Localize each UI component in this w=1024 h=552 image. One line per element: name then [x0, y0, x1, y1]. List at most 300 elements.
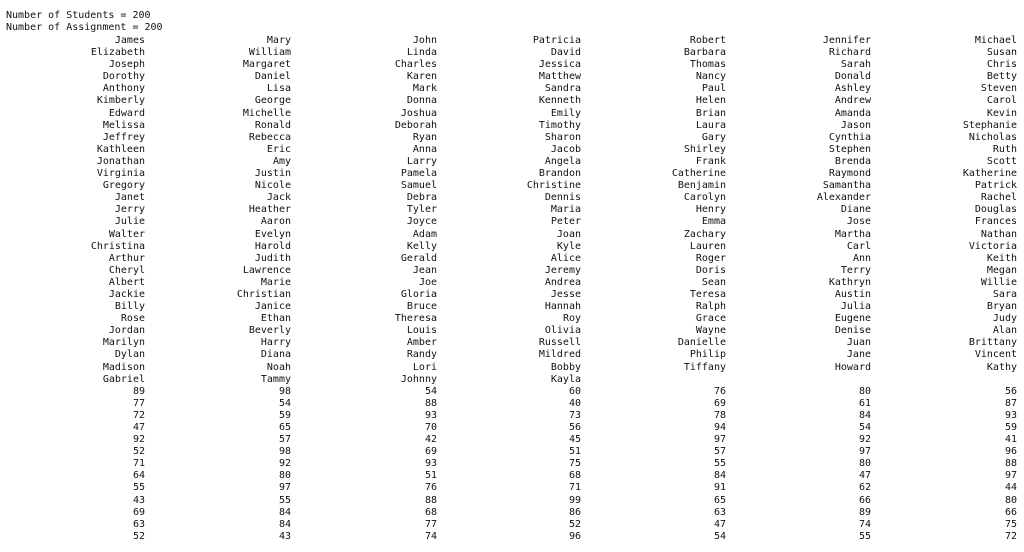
output-cell: Doris: [695, 264, 726, 276]
output-cell: 52: [568, 518, 581, 530]
output-cell: Steven: [980, 83, 1017, 95]
output-cell: 88: [1004, 458, 1017, 470]
output-cell: 72: [132, 409, 145, 421]
output-cell: Nicholas: [968, 131, 1017, 143]
output-cell: Peter: [550, 216, 581, 228]
output-cell: Raymond: [828, 168, 871, 180]
output-cell: Nathan: [980, 228, 1017, 240]
output-cell: 54: [424, 385, 437, 397]
output-cell: 68: [424, 506, 437, 518]
output-cell: Donald: [834, 71, 871, 83]
output-cell: Christine: [526, 180, 581, 192]
output-cell: Christina: [90, 240, 145, 252]
output-cell: Katherine: [962, 168, 1017, 180]
output-cell: 92: [858, 434, 871, 446]
output-cell: Brandon: [538, 168, 581, 180]
output-cell: George: [254, 95, 291, 107]
output-cell: Angela: [544, 155, 581, 167]
output-cell: Kelly: [406, 240, 437, 252]
output-cell: Jean: [412, 264, 437, 276]
output-cell: Vincent: [974, 349, 1017, 361]
output-cell: Grace: [695, 313, 726, 325]
output-cell: Gloria: [400, 288, 437, 300]
output-cell: Jackie: [108, 288, 145, 300]
output-cell: Ralph: [695, 301, 726, 313]
output-cell: 89: [858, 506, 871, 518]
output-cell: Sharon: [544, 131, 581, 143]
output-cell: Marie: [260, 276, 291, 288]
output-cell: Betty: [986, 71, 1017, 83]
output-cell: Bryan: [986, 301, 1017, 313]
output-cell: Gerald: [400, 252, 437, 264]
output-cell: Kenneth: [538, 95, 581, 107]
output-cell: Matthew: [538, 71, 581, 83]
output-cell: Alice: [550, 252, 581, 264]
output-cell: Theresa: [394, 313, 437, 325]
output-cell: 51: [568, 446, 581, 458]
output-cell: Sara: [992, 288, 1017, 300]
output-cell: Jonathan: [96, 155, 145, 167]
output-cell: Emily: [550, 107, 581, 119]
output-cell: Kathleen: [96, 143, 145, 155]
output-column-6: [731, 35, 871, 543]
output-cell: Diane: [840, 204, 871, 216]
output-cell: Gregory: [102, 180, 145, 192]
output-cell: Keith: [986, 252, 1017, 264]
output-cell: Tiffany: [683, 361, 726, 373]
output-cell: Danielle: [677, 337, 726, 349]
output-cell: 86: [568, 506, 581, 518]
output-cell: Denise: [834, 325, 871, 337]
output-cell: 42: [424, 434, 437, 446]
output-cell: Frank: [695, 155, 726, 167]
output-cell: 43: [278, 530, 291, 542]
output-cell: 88: [424, 494, 437, 506]
output-cell: 74: [858, 518, 871, 530]
output-cell: Robert: [689, 35, 726, 46]
output-cell: Heather: [248, 204, 291, 216]
output-cell: 54: [278, 397, 291, 409]
output-cell: Juan: [846, 337, 871, 349]
output-cell: 84: [278, 506, 291, 518]
output-cell: Madison: [102, 361, 145, 373]
output-cell: Paul: [701, 83, 726, 95]
output-cell: Melissa: [102, 119, 145, 131]
output-cell: Nancy: [695, 71, 726, 83]
assignment-label: Number of Assignment: [6, 22, 127, 33]
output-cell: 96: [568, 530, 581, 542]
output-column-5: [586, 35, 726, 543]
output-cell: Jason: [840, 119, 871, 131]
output-cell: Ronald: [254, 119, 291, 131]
output-cell: Cynthia: [828, 131, 871, 143]
output-cell: Chris: [986, 59, 1017, 71]
output-cell: 66: [1004, 506, 1017, 518]
output-cell: Joshua: [400, 107, 437, 119]
output-cell: Billy: [114, 301, 145, 313]
output-cell: Marilyn: [102, 337, 145, 349]
output-cell: Donna: [406, 95, 437, 107]
output-cell: Jesse: [550, 288, 581, 300]
output-cell: Timothy: [538, 119, 581, 131]
output-cell: 51: [424, 470, 437, 482]
output-column-2: [151, 35, 291, 543]
output-cell: Joseph: [108, 59, 145, 71]
output-cell: 84: [713, 470, 726, 482]
output-cell: [731, 374, 871, 386]
output-cell: 96: [1004, 446, 1017, 458]
output-cell: Cheryl: [108, 264, 145, 276]
output-cell: 44: [1004, 482, 1017, 494]
output-cell: Linda: [406, 47, 437, 59]
output-cell: Justin: [254, 168, 291, 180]
output-cell: Sarah: [840, 59, 871, 71]
output-cell: 71: [132, 458, 145, 470]
output-cell: 76: [424, 482, 437, 494]
output-cell: Kayla: [550, 373, 581, 385]
output-cell: Samantha: [822, 180, 871, 192]
output-cell: Olivia: [544, 325, 581, 337]
output-cell: Rachel: [980, 192, 1017, 204]
output-cell: 55: [858, 530, 871, 542]
output-cell: Debra: [406, 192, 437, 204]
output-cell: Kimberly: [96, 95, 145, 107]
output-cell: Lauren: [689, 240, 726, 252]
output-cell: Thomas: [689, 59, 726, 71]
output-cell: Lori: [412, 361, 437, 373]
output-cell: Amber: [406, 337, 437, 349]
output-cell: Evelyn: [254, 228, 291, 240]
output-cell: Wayne: [695, 325, 726, 337]
output-cell: Daniel: [254, 71, 291, 83]
output-cell: 80: [278, 470, 291, 482]
output-cell: Barbara: [683, 47, 726, 59]
output-cell: 63: [713, 506, 726, 518]
output-cell: Richard: [828, 47, 871, 59]
output-cell: 84: [278, 518, 291, 530]
output-cell: 47: [713, 518, 726, 530]
output-cell: Mary: [266, 35, 291, 46]
output-cell: Walter: [108, 228, 145, 240]
output-cell: Brittany: [968, 337, 1017, 349]
output-cell: 93: [424, 409, 437, 421]
output-cell: 80: [858, 458, 871, 470]
output-cell: Carol: [986, 95, 1017, 107]
output-cell: Andrea: [544, 276, 581, 288]
output-cell: Julia: [840, 301, 871, 313]
output-cell: James: [114, 35, 145, 46]
output-cell: Rose: [120, 313, 145, 325]
output-cell: 54: [858, 422, 871, 433]
output-cell: 59: [278, 409, 291, 421]
output-cell: Laura: [695, 119, 726, 131]
output-cell: Charles: [394, 59, 437, 71]
output-cell: Larry: [406, 155, 437, 167]
output-cell: Ethan: [260, 313, 291, 325]
output-cell: Virginia: [96, 168, 145, 180]
output-cell: Harry: [260, 337, 291, 349]
output-cell: Anna: [412, 143, 437, 155]
output-cell: Albert: [108, 276, 145, 288]
output-cell: 97: [713, 434, 726, 446]
output-cell: Pamela: [400, 168, 437, 180]
output-cell: Brian: [695, 107, 726, 119]
output-cell: Elizabeth: [90, 47, 145, 59]
output-cell: 72: [1004, 530, 1017, 542]
output-cell: Michael: [974, 35, 1017, 46]
output-cell: Deborah: [394, 119, 437, 131]
output-cell: 43: [132, 494, 145, 506]
output-cell: 47: [132, 422, 145, 433]
output-cell: 74: [424, 530, 437, 542]
output-cell: Brenda: [834, 155, 871, 167]
output-cell: Emma: [701, 216, 726, 228]
output-cell: Beverly: [248, 325, 291, 337]
assignment-value: 200: [144, 22, 163, 33]
output-cell: Randy: [406, 349, 437, 361]
output-cell: Diana: [260, 349, 291, 361]
output-cell: Nicole: [254, 180, 291, 192]
assignment-count-line: Number of Assignment = 200: [6, 22, 163, 33]
output-cell: Frances: [974, 216, 1017, 228]
output-cell: Austin: [834, 288, 871, 300]
output-cell: Alan: [992, 325, 1017, 337]
output-cell: 69: [424, 446, 437, 458]
output-cell: 57: [713, 446, 726, 458]
output-cell: Eugene: [834, 313, 871, 325]
output-cell: Howard: [834, 361, 871, 373]
output-cell: Patricia: [532, 35, 581, 46]
output-cell: 84: [858, 409, 871, 421]
output-cell: Jane: [846, 349, 871, 361]
output-cell: Jeremy: [544, 264, 581, 276]
output-cell: 68: [568, 470, 581, 482]
output-cell: Ann: [852, 252, 871, 264]
output-cell: Gabriel: [102, 373, 145, 385]
output-cell: Ashley: [834, 83, 871, 95]
output-cell: 64: [132, 470, 145, 482]
output-cell: 94: [713, 422, 726, 433]
output-cell: Rebecca: [248, 131, 291, 143]
output-cell: [877, 374, 1017, 386]
output-cell: Jordan: [108, 325, 145, 337]
output-cell: Eric: [266, 143, 291, 155]
output-cell: 61: [858, 397, 871, 409]
output-cell: Margaret: [242, 59, 291, 71]
output-cell: Benjamin: [677, 180, 726, 192]
output-cell: Edward: [108, 107, 145, 119]
output-cell: Victoria: [968, 240, 1017, 252]
output-cell: Aaron: [260, 216, 291, 228]
output-cell: 62: [858, 482, 871, 494]
output-cell: Julie: [114, 216, 145, 228]
output-cell: Gary: [701, 131, 726, 143]
output-cell: 65: [713, 494, 726, 506]
output-cell: Russell: [538, 337, 581, 349]
output-cell: 52: [132, 446, 145, 458]
output-cell: Ryan: [412, 131, 437, 143]
output-cell: Carl: [846, 240, 871, 252]
output-cell: Jerry: [114, 204, 145, 216]
output-cell: 78: [713, 409, 726, 421]
output-cell: Louis: [406, 325, 437, 337]
output-cell: 92: [278, 458, 291, 470]
output-cell: Sean: [701, 276, 726, 288]
output-cell: Jessica: [538, 59, 581, 71]
output-cell: 98: [278, 446, 291, 458]
output-cell: 89: [132, 385, 145, 397]
output-cell: Mark: [412, 83, 437, 95]
output-cell: 52: [132, 530, 145, 542]
output-cell: Jeffrey: [102, 131, 145, 143]
output-column-1: [5, 35, 145, 543]
output-cell: 41: [1004, 434, 1017, 446]
output-cell: Susan: [986, 47, 1017, 59]
output-cell: 77: [132, 397, 145, 409]
output-cell: 76: [713, 385, 726, 397]
output-cell: 77: [424, 518, 437, 530]
output-cell: Samuel: [400, 180, 437, 192]
output-cell: Martha: [834, 228, 871, 240]
output-cell: William: [248, 47, 291, 59]
output-cell: Judith: [254, 252, 291, 264]
output-cell: Anthony: [102, 83, 145, 95]
output-cell: Bobby: [550, 361, 581, 373]
output-cell: 63: [132, 518, 145, 530]
output-cell: 55: [713, 458, 726, 470]
output-cell: 55: [132, 482, 145, 494]
output-cell: Dylan: [114, 349, 145, 361]
output-cell: 69: [713, 397, 726, 409]
output-column-7: [877, 35, 1017, 543]
output-cell: Tyler: [406, 204, 437, 216]
output-cell: Adam: [412, 228, 437, 240]
output-cell: Tammy: [260, 373, 291, 385]
output-cell: 88: [424, 397, 437, 409]
output-cell: Douglas: [974, 204, 1017, 216]
output-cell: 47: [858, 470, 871, 482]
output-cell: Joe: [418, 276, 437, 288]
output-cell: 56: [1004, 385, 1017, 397]
output-cell: Philip: [689, 349, 726, 361]
output-cell: Jacob: [550, 143, 581, 155]
output-cell: 91: [713, 482, 726, 494]
output-cell: 69: [132, 506, 145, 518]
output-cell: Patrick: [974, 180, 1017, 192]
output-cell: 70: [424, 422, 437, 433]
output-cell: Henry: [695, 204, 726, 216]
output-cell: 80: [858, 385, 871, 397]
output-cell: 75: [1004, 518, 1017, 530]
output-cell: Andrew: [834, 95, 871, 107]
output-cell: 97: [858, 446, 871, 458]
output-cell: 93: [1004, 409, 1017, 421]
output-cell: 66: [858, 494, 871, 506]
output-cell: 71: [568, 482, 581, 494]
output-cell: 59: [1004, 422, 1017, 433]
output-cell: Roger: [695, 252, 726, 264]
output-cell: 97: [278, 482, 291, 494]
output-cell: 87: [1004, 397, 1017, 409]
output-cell: Noah: [266, 361, 291, 373]
output-cell: Ruth: [992, 143, 1017, 155]
output-cell: Kathryn: [828, 276, 871, 288]
output-column-4: [441, 35, 581, 543]
output-cell: Terry: [840, 264, 871, 276]
output-cell: Amanda: [834, 107, 871, 119]
output-cell: Harold: [254, 240, 291, 252]
output-cell: Janice: [254, 301, 291, 313]
output-cell: Amy: [272, 155, 291, 167]
output-cell: 56: [568, 422, 581, 433]
output-cell: Michelle: [242, 107, 291, 119]
output-cell: [586, 374, 726, 386]
output-cell: 93: [424, 458, 437, 470]
output-cell: Joan: [556, 228, 581, 240]
output-cell: Judy: [992, 313, 1017, 325]
output-cell: Christian: [236, 288, 291, 300]
output-cell: 99: [568, 494, 581, 506]
output-cell: Roy: [562, 313, 581, 325]
output-cell: 98: [278, 385, 291, 397]
output-cell: Shirley: [683, 143, 726, 155]
output-cell: Karen: [406, 71, 437, 83]
output-cell: 92: [132, 434, 145, 446]
output-cell: Kyle: [556, 240, 581, 252]
output-cell: Jack: [266, 192, 291, 204]
output-cell: John: [412, 35, 437, 46]
output-cell: Kevin: [986, 107, 1017, 119]
output-cell: 57: [278, 434, 291, 446]
output-cell: Scott: [986, 155, 1017, 167]
output-cell: 40: [568, 397, 581, 409]
output-cell: Hannah: [544, 301, 581, 313]
output-cell: Lisa: [266, 83, 291, 95]
output-cell: Arthur: [108, 252, 145, 264]
output-cell: Alexander: [816, 192, 871, 204]
output-cell: David: [550, 47, 581, 59]
students-label: Number of Students: [6, 10, 115, 21]
output-cell: Zachary: [683, 228, 726, 240]
output-cell: 80: [1004, 494, 1017, 506]
output-cell: Willie: [980, 276, 1017, 288]
output-cell: 65: [278, 422, 291, 433]
output-cell: Stephen: [828, 143, 871, 155]
output-cell: Sandra: [544, 83, 581, 95]
output-cell: 54: [713, 530, 726, 542]
output-cell: Joyce: [406, 216, 437, 228]
output-cell: Carolyn: [683, 192, 726, 204]
output-cell: Jennifer: [822, 35, 871, 46]
output-cell: Dennis: [544, 192, 581, 204]
output-cell: 60: [568, 385, 581, 397]
output-cell: Mildred: [538, 349, 581, 361]
output-cell: Kathy: [986, 361, 1017, 373]
students-value: 200: [132, 10, 151, 21]
output-cell: 45: [568, 434, 581, 446]
students-count-line: Number of Students = 200: [6, 10, 151, 21]
output-cell: Megan: [986, 264, 1017, 276]
output-cell: Dorothy: [102, 71, 145, 83]
output-cell: Teresa: [689, 288, 726, 300]
output-cell: Helen: [695, 95, 726, 107]
output-cell: 73: [568, 409, 581, 421]
output-column-3: [297, 35, 437, 543]
output-cell: 55: [278, 494, 291, 506]
output-cell: 75: [568, 458, 581, 470]
output-cell: Catherine: [671, 168, 726, 180]
output-cell: Maria: [550, 204, 581, 216]
